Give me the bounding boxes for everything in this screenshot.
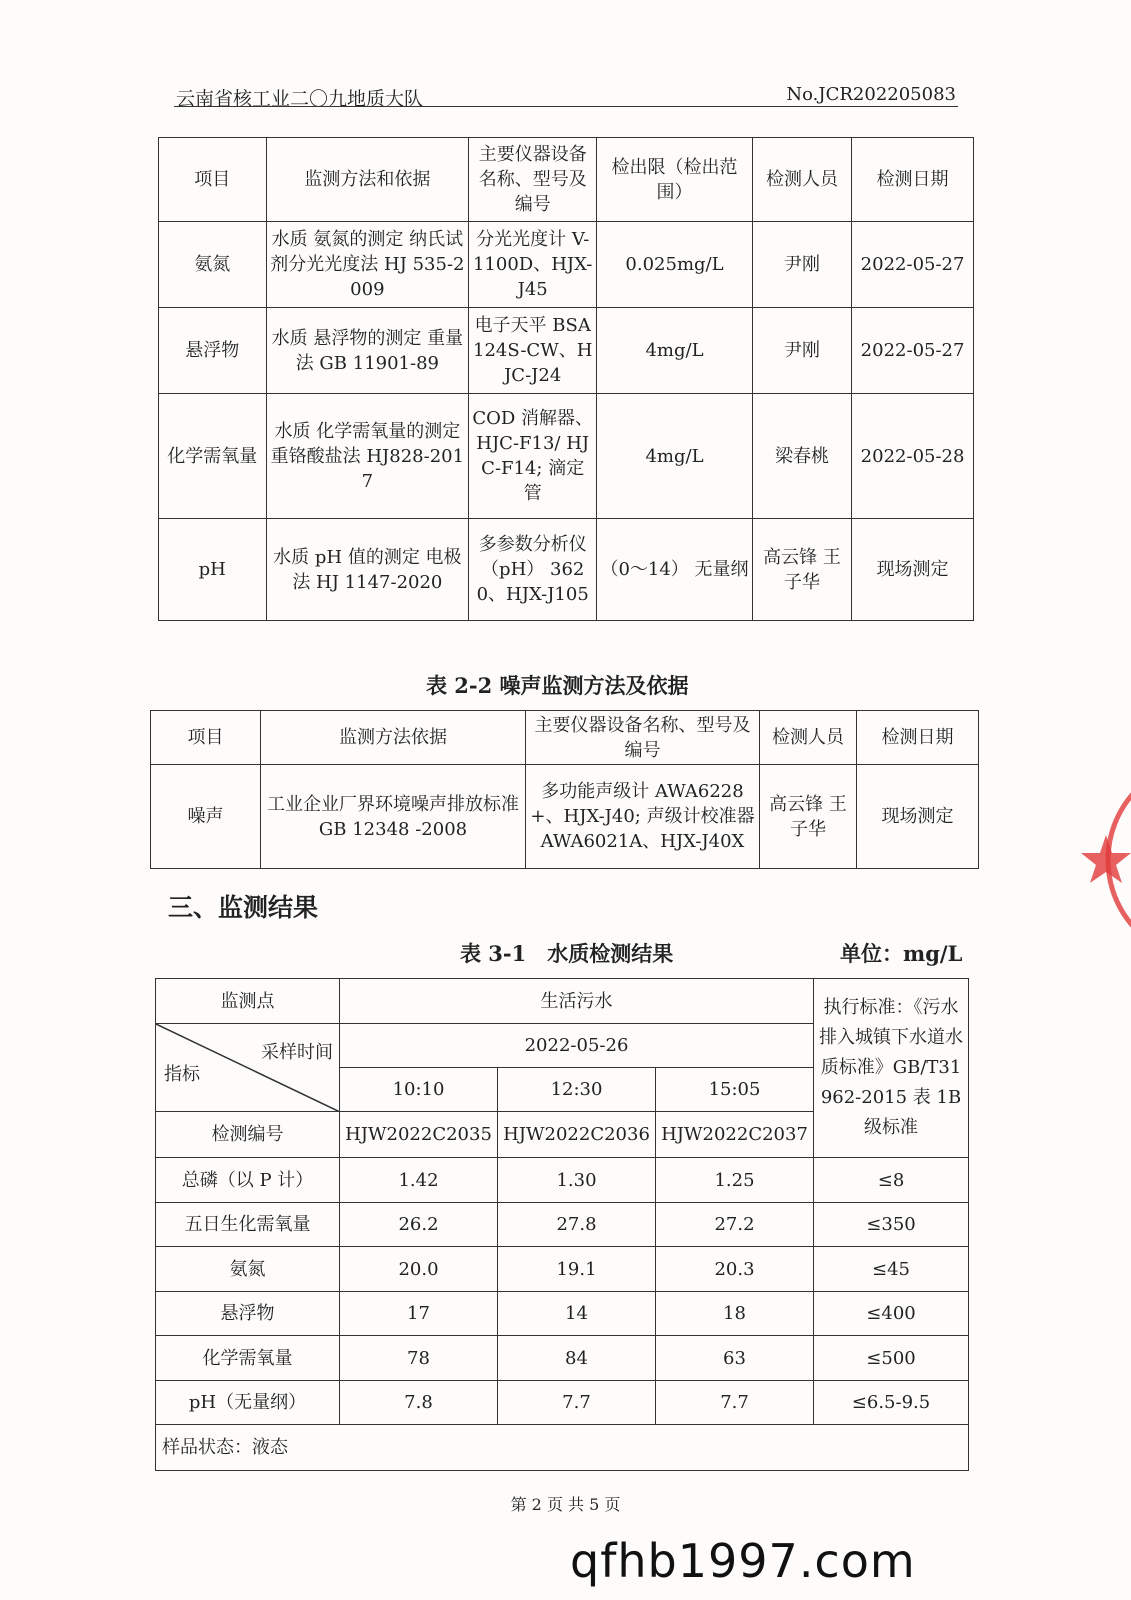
table2-cell: 多功能声级计 AWA6228+、HJX-J40; 声级计校准器 AWA6021A、HJX-J40X	[526, 765, 760, 869]
site-value: 生活污水	[340, 979, 814, 1024]
table1-cell: 梁春桃	[752, 394, 851, 519]
table1-cell: 水质 化学需氧量的测定 重铬酸盐法 HJ828-2017	[266, 394, 469, 519]
table2-header-method: 监测方法依据	[261, 711, 526, 765]
limit-value: ≤500	[814, 1336, 969, 1381]
table2-header-instrument: 主要仪器设备名称、型号及编号	[526, 711, 760, 765]
standard-cell: 执行标准：《污水排入城镇下水道水质标准》GB/T31962-2015 表 1B 级标准	[814, 979, 969, 1158]
diagonal-header-cell	[156, 1024, 340, 1112]
table1-header-detection-limit: 检出限（检出范围）	[597, 138, 753, 222]
page-footer: 第 2 页 共 5 页	[510, 1495, 621, 1514]
table-row	[159, 308, 974, 394]
result-value: 26.2	[340, 1203, 498, 1247]
result-value: 1.25	[656, 1158, 814, 1203]
table-row	[159, 222, 974, 308]
seal-stamp-icon	[1088, 755, 1131, 965]
result-value: 19.1	[498, 1247, 656, 1292]
table1-cell: 4mg/L	[597, 394, 753, 519]
indicator-label: 指标	[164, 1064, 200, 1085]
indicator-name: 氨氮	[156, 1247, 340, 1292]
indicator-name: 五日生化需氧量	[156, 1203, 340, 1247]
table1-header-item: 项目	[159, 138, 267, 222]
result-value: 63	[656, 1336, 814, 1381]
limit-value: ≤8	[814, 1158, 969, 1203]
table2-header-item: 项目	[151, 711, 261, 765]
table1-cell: 化学需氧量	[159, 394, 267, 519]
table1-cell: COD 消解器、HJC-F13/ HJC-F14; 滴定管	[469, 394, 597, 519]
limit-value: ≤6.5-9.5	[814, 1381, 969, 1425]
site-label: 监测点	[156, 979, 340, 1024]
header-org: 云南省核工业二〇九地质大队	[176, 88, 424, 110]
result-value: 20.3	[656, 1247, 814, 1292]
table2-cell: 高云锋 王子华	[760, 765, 857, 869]
header-report-number: No.JCR202205083	[786, 84, 956, 105]
sample-time: 15:05	[656, 1068, 814, 1112]
result-value: 78	[340, 1336, 498, 1381]
table1-cell: （0～14） 无量纲	[597, 519, 753, 621]
result-value: 1.30	[498, 1158, 656, 1203]
table-row	[156, 1203, 969, 1247]
table1-cell: 多参数分析仪（pH） 3620、HJX-J105	[469, 519, 597, 621]
table3-caption: 表 3-1 水质检测结果	[460, 941, 674, 966]
table1-cell: 尹刚	[752, 308, 851, 394]
table-row	[156, 1292, 969, 1336]
table-row	[159, 394, 974, 519]
result-value: 18	[656, 1292, 814, 1336]
table1-header-inspector: 检测人员	[752, 138, 851, 222]
result-value: 17	[340, 1292, 498, 1336]
table-row	[156, 1425, 969, 1471]
indicator-name: 总磷（以 P 计）	[156, 1158, 340, 1203]
table1-cell: 悬浮物	[159, 308, 267, 394]
table2-header-inspector: 检测人员	[760, 711, 857, 765]
result-value: 7.7	[498, 1381, 656, 1425]
table3-unit: 单位：mg/L	[840, 941, 963, 966]
table2-cell: 噪声	[151, 765, 261, 869]
table1-cell: 水质 pH 值的测定 电极法 HJ 1147-2020	[266, 519, 469, 621]
limit-value: ≤45	[814, 1247, 969, 1292]
result-value: 27.2	[656, 1203, 814, 1247]
table1-cell: 2022-05-27	[852, 222, 974, 308]
table1-cell: 4mg/L	[597, 308, 753, 394]
result-value: 7.8	[340, 1381, 498, 1425]
sample-time: 12:30	[498, 1068, 656, 1112]
table1-cell: 尹刚	[752, 222, 851, 308]
table-row	[151, 765, 979, 869]
table1-cell: 水质 悬浮物的测定 重量法 GB 11901-89	[266, 308, 469, 394]
table1-cell: pH	[159, 519, 267, 621]
table2-cell: 工业企业厂界环境噪声排放标准 GB 12348 -2008	[261, 765, 526, 869]
indicator-name: 悬浮物	[156, 1292, 340, 1336]
table-row	[156, 1158, 969, 1203]
result-value: 84	[498, 1336, 656, 1381]
table2-cell: 现场测定	[857, 765, 979, 869]
table1-cell: 分光光度计 V-1100D、HJX-J45	[469, 222, 597, 308]
sample-state: 样品状态：液态	[156, 1425, 969, 1471]
table1-cell: 高云锋 王子华	[752, 519, 851, 621]
sample-time-label: 采样时间	[261, 1042, 333, 1063]
result-value: 7.7	[656, 1381, 814, 1425]
sample-code: HJW2022C2036	[498, 1112, 656, 1158]
limit-value: ≤350	[814, 1203, 969, 1247]
table-row	[156, 1381, 969, 1425]
table1-cell: 2022-05-28	[852, 394, 974, 519]
table1-cell: 电子天平 BSA124S-CW、HJC-J24	[469, 308, 597, 394]
table-row	[156, 1336, 969, 1381]
sample-time: 10:10	[340, 1068, 498, 1112]
water-results-table	[155, 978, 969, 1471]
noise-methods-table	[150, 710, 979, 869]
sample-code: HJW2022C2035	[340, 1112, 498, 1158]
table2-caption: 表 2-2 噪声监测方法及依据	[426, 673, 689, 698]
table2-header-date: 检测日期	[857, 711, 979, 765]
result-value: 1.42	[340, 1158, 498, 1203]
result-value: 14	[498, 1292, 656, 1336]
table1-cell: 现场测定	[852, 519, 974, 621]
table1-cell: 氨氮	[159, 222, 267, 308]
table1-cell: 0.025mg/L	[597, 222, 753, 308]
table1-cell: 2022-05-27	[852, 308, 974, 394]
result-value: 27.8	[498, 1203, 656, 1247]
table1-header-instrument: 主要仪器设备名称、型号及编号	[469, 138, 597, 222]
indicator-name: pH（无量纲）	[156, 1381, 340, 1425]
indicator-name: 化学需氧量	[156, 1336, 340, 1381]
watermark-text: qfhb1997.com	[570, 1534, 916, 1588]
table-row	[156, 1247, 969, 1292]
code-label: 检测编号	[156, 1112, 340, 1158]
limit-value: ≤400	[814, 1292, 969, 1336]
sample-code: HJW2022C2037	[656, 1112, 814, 1158]
table-row	[159, 519, 974, 621]
water-methods-table	[158, 137, 974, 621]
sample-date: 2022-05-26	[340, 1024, 814, 1068]
table1-header-method: 监测方法和依据	[266, 138, 469, 222]
section-title: 三、监测结果	[168, 893, 319, 922]
table1-header-date: 检测日期	[852, 138, 974, 222]
header-divider	[174, 106, 958, 107]
table1-cell: 水质 氨氮的测定 纳氏试剂分光光度法 HJ 535-2009	[266, 222, 469, 308]
result-value: 20.0	[340, 1247, 498, 1292]
